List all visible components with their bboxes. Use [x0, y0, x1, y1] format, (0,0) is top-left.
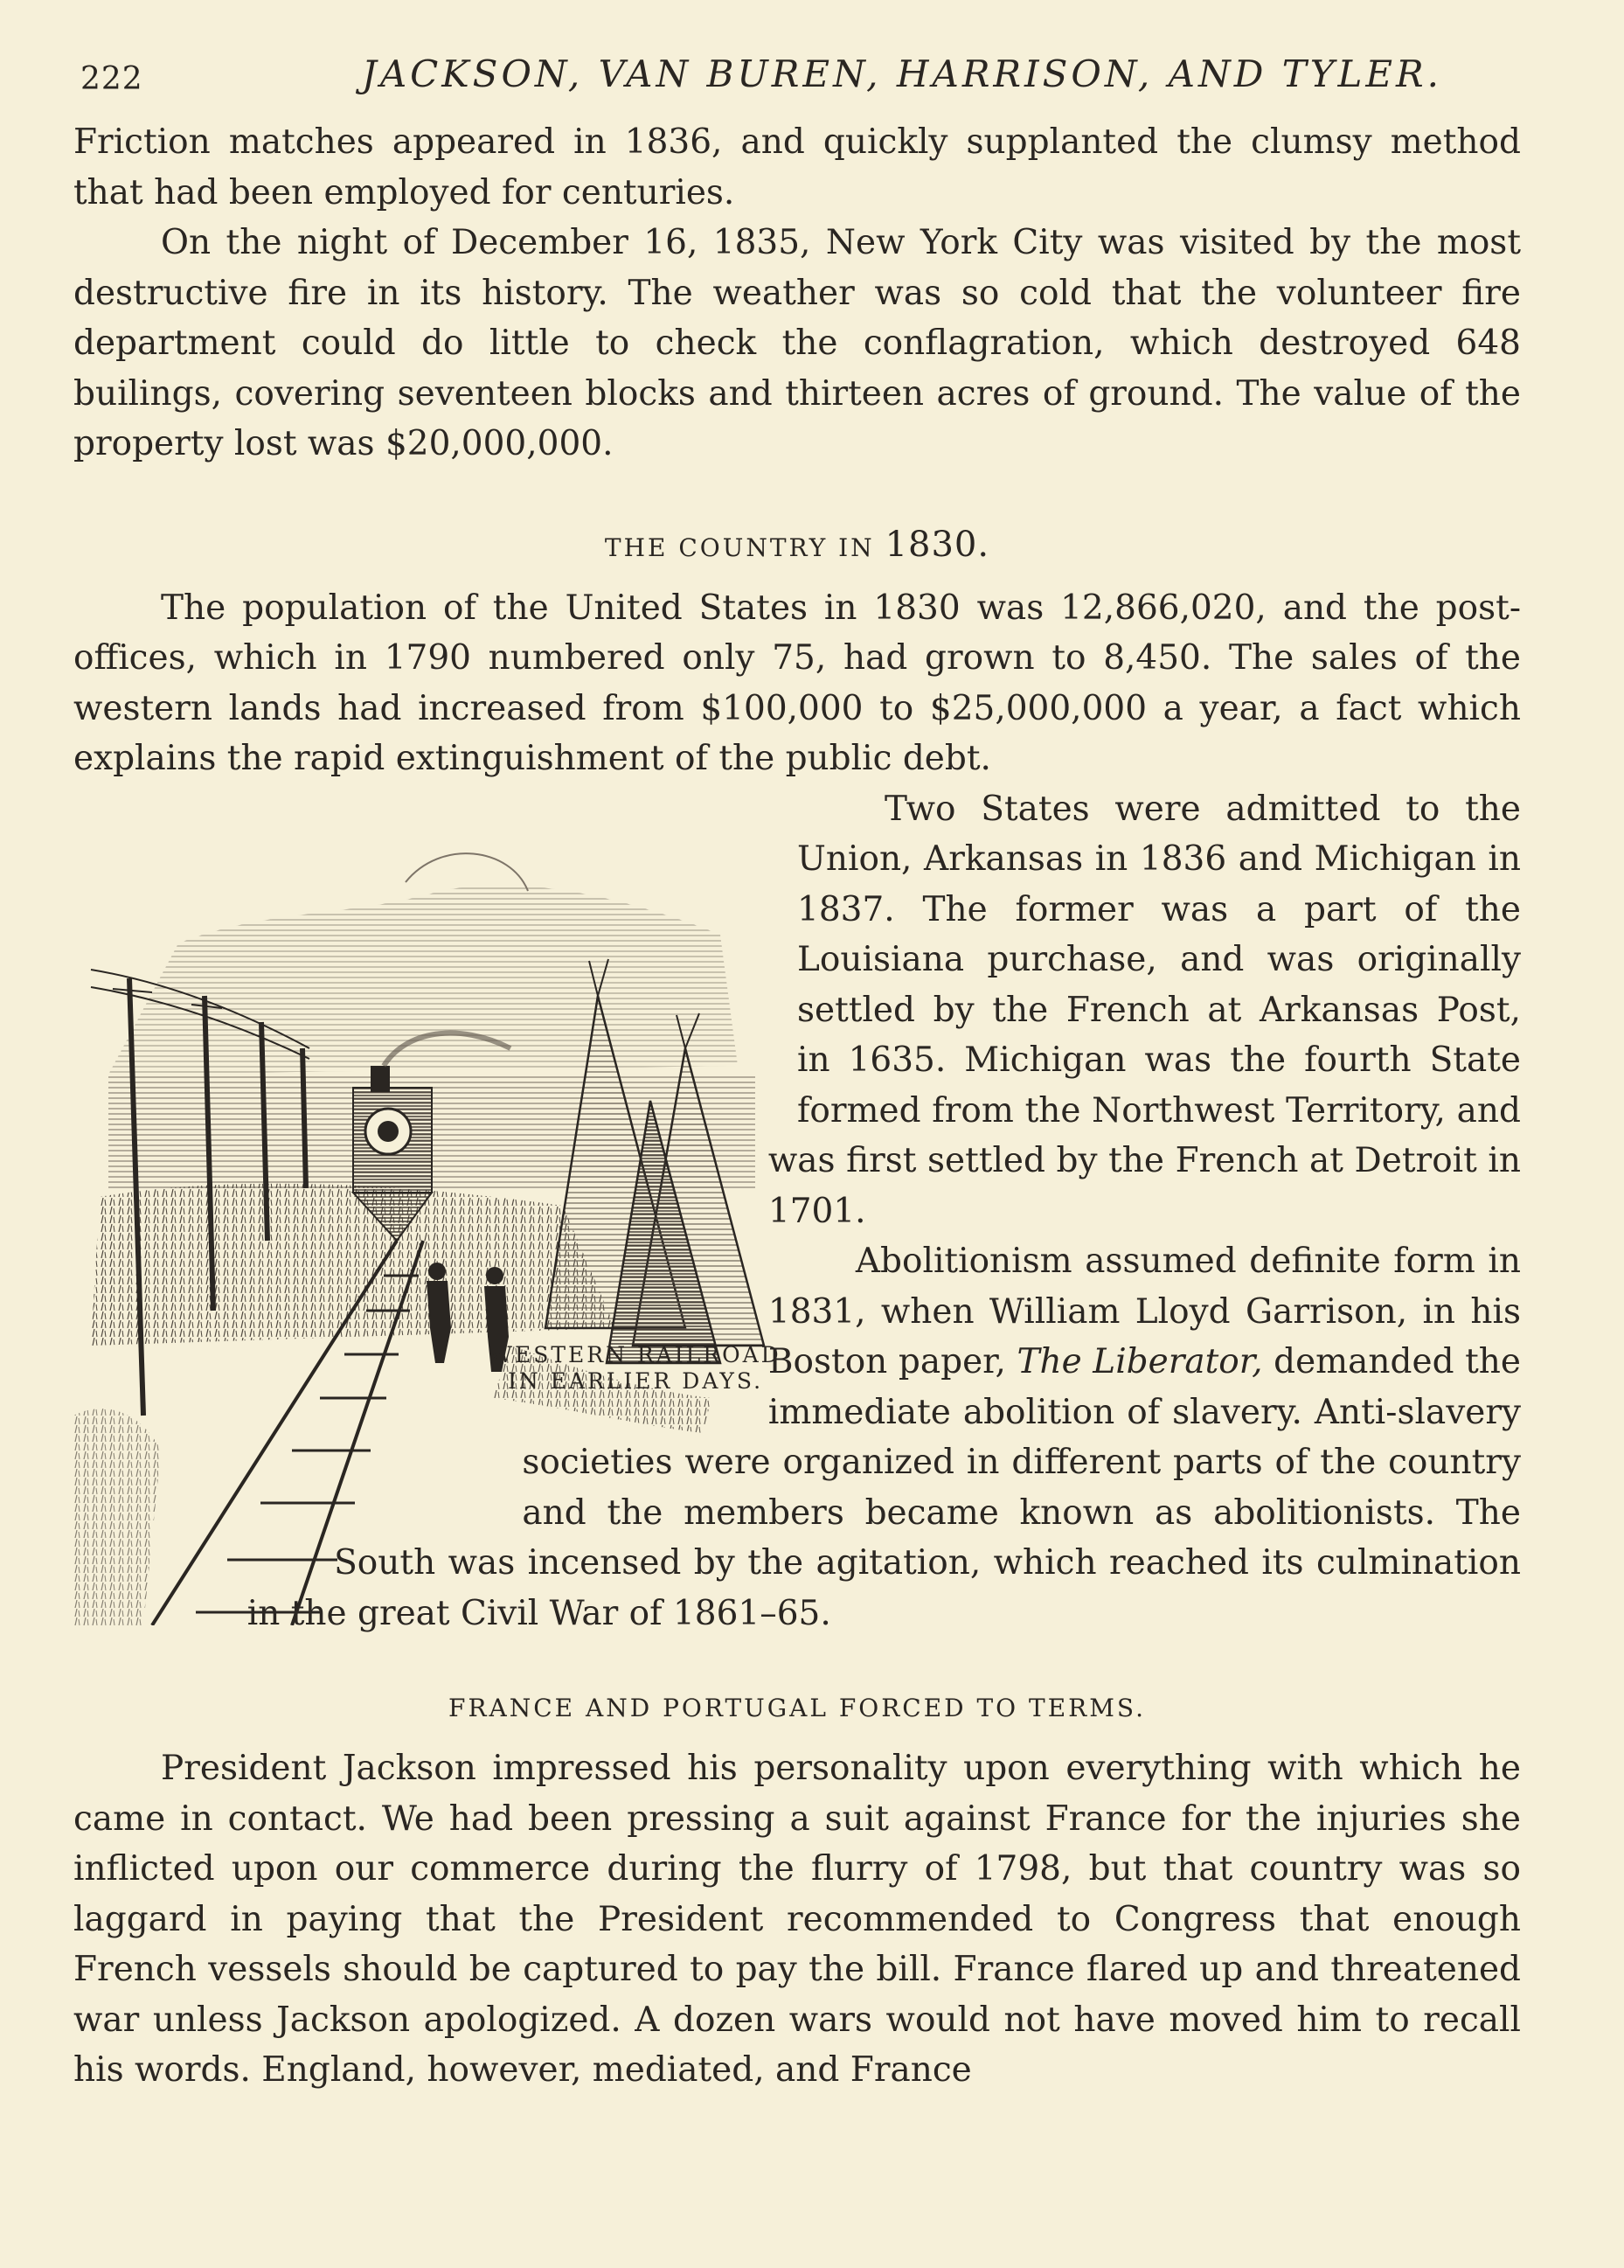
running-head: JACKSON, VAN BUREN, HARRISON, AND TYLER. [361, 52, 1442, 95]
paragraph-friction-matches: Friction matches appeared in 1836, and quickly supplanted the clumsy method that had been employed for centuries. [73, 122, 1521, 212]
figure-caption [413, 1342, 858, 1395]
paragraph-population-text: The population of the United States in 1830 was 12,866,020, and the post-offices, which in 1790 numbered only 75, had grown to 8,450. The sales of the western lands had increased from $100,000 to $25,000,000 a year, a fact which explains the rapid extinguishment of the public debt. [73, 588, 1521, 778]
page-number: 222 [80, 61, 143, 97]
section-heading-country-text: THE COUNTRY IN [604, 532, 875, 562]
railroad-engraving-icon [73, 786, 773, 1625]
paragraph-abolitionism-text-2: demanded the immediate abolition of slavery. Anti-slavery societies were organized in different parts of the country and the members became known as abolitionists. The South was incensed by the agitation, which reached its culmination in the great Civil War of 1861–65. [246, 1342, 1521, 1633]
figure-caption-line-1: WESTERN RAILROAD [489, 1341, 781, 1367]
section-heading-country [73, 524, 1521, 566]
page-header [73, 44, 1521, 100]
paragraph-population [73, 583, 1521, 784]
liberator-title: The Liberator, [1017, 1342, 1263, 1381]
figure-caption-line-2: IN EARLIER DAYS. [507, 1367, 764, 1394]
paragraph-new-york-fire: On the night of December 16, 1835, New York City was visited by the most destructive fire in its history. The weather was so cold that the volunteer fire department could do little to check the conflagration, which destroyed 648 builings, covering seventeen blocks and thirteen acres of ground. The value of the property lost was $20,000,000. [73, 223, 1521, 463]
paragraph-abolitionism-text-1: Abolitionism assumed definite form in 1831, when William Lloyd Garrison, in his Boston paper, [767, 1242, 1521, 1381]
figure-western-railroad [73, 786, 781, 1625]
section-heading-france: FRANCE AND PORTUGAL FORCED TO TERMS. [448, 1694, 1146, 1722]
paragraph-jackson-france: President Jackson impressed his personality upon everything with which he came in contact. We had been pressing a suit against France for the injuries she inflicted upon our commerce during the flurry of 1798, but that country was so laggard in paying that the President recommended to Congress that enough French vessels should be captured to pay the bill. France flared up and threatened war unless Jackson apologized. A dozen wars would not have moved him to recall his words. England, however, mediated, and France [73, 1749, 1521, 2090]
section-heading-country-year: 1830. [885, 524, 990, 565]
paragraph-states-admitted: Two States were admitted to the Union, Arkansas in 1836 and Michigan in 1837. The former was a part of the Louisiana purchase, and was originally settled by the French at Arkansas Post, in 1635. Michigan was the fourth State formed from the Northwest Territory, and was first settled by the French at Detroit in 1701. [767, 789, 1521, 1231]
